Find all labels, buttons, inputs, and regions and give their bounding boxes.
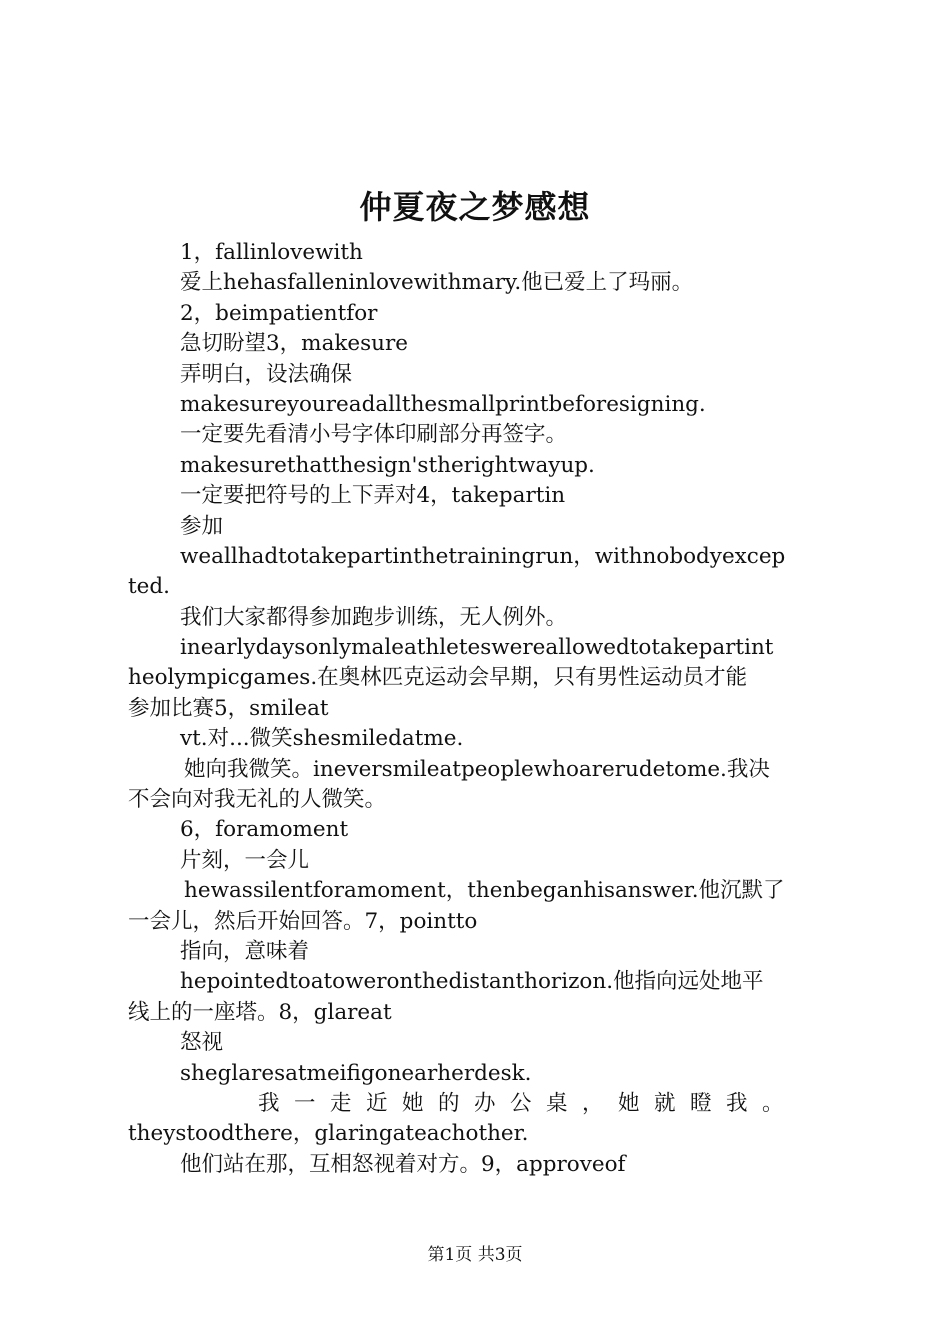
text-line: sheglaresatmeifigonearherdesk. [180, 1060, 532, 1086]
text-line: inearlydaysonlymaleathleteswereallowedtotakepartint [180, 635, 774, 661]
text-line: 他们站在那，互相怒视着对方。9，approveof [180, 1151, 626, 1177]
text-line: vt.对...微笑shesmiledatme. [180, 726, 464, 752]
text-line: heolympicgames.在奥林匹克运动会早期，只有男性运动员才能 [128, 665, 748, 691]
text-line: weallhadtotakepartinthetrainingrun，withnobodyexcep [180, 543, 786, 569]
text-line: 1，fallinlovewith [180, 240, 363, 265]
text-line: makesureyoureadallthesmallprintbeforesigning. [180, 391, 706, 417]
text-line: 6，foramoment [180, 817, 349, 843]
text-line: 一定要先看清小号字体印刷部分再签字。 [180, 422, 568, 448]
text-line: 线上的一座塔。8，glareat [128, 999, 392, 1025]
text-line: ted. [128, 574, 170, 600]
text-line: hepointedtoatoweronthedistanthorizon.他指向远处地平 [180, 969, 764, 995]
text-line: hewassilentforamoment，thenbeganhisanswer.他沉默了 [184, 878, 785, 904]
text-line: 她向我微笑。ineversmileatpeoplewhoarerudetome.我决 [184, 756, 770, 782]
text-line: 我们大家都得参加跑步训练，无人例外。 [180, 604, 568, 630]
text-line: 一定要把符号的上下弄对4，takepartin [180, 483, 566, 509]
text-line: theystoodthere，glaringateachother. [128, 1121, 529, 1147]
text-line: 2，beimpatientfor [180, 300, 378, 326]
page-footer: 第1页 共3页 [427, 1245, 523, 1265]
document-body [128, 238, 833, 1180]
text-line: 爱上hehasfalleninlovewithmary.他已爱上了玛丽。 [180, 270, 694, 296]
text-line: makesurethatthesign'stherightwayup. [180, 452, 595, 478]
page-title: 仲夏夜之梦感想 [359, 188, 591, 226]
text-line: 不会向对我无礼的人微笑。 [128, 787, 387, 813]
text-line: 一会儿，然后开始回答。7，pointto [128, 908, 478, 934]
text-line: 弄明白，设法确保 [180, 361, 353, 387]
text-line: 急切盼望3，makesure [180, 331, 409, 357]
text-line: 指向，意味着 [180, 938, 310, 964]
text-line: 片刻，一会儿 [180, 847, 310, 873]
text-line: 参加比赛5，smileat [128, 695, 329, 721]
text-line: 怒视 [180, 1030, 224, 1056]
text-line: 我一走近她的办公桌，她就瞪我。 [258, 1090, 799, 1116]
text-line: 参加 [180, 513, 224, 539]
